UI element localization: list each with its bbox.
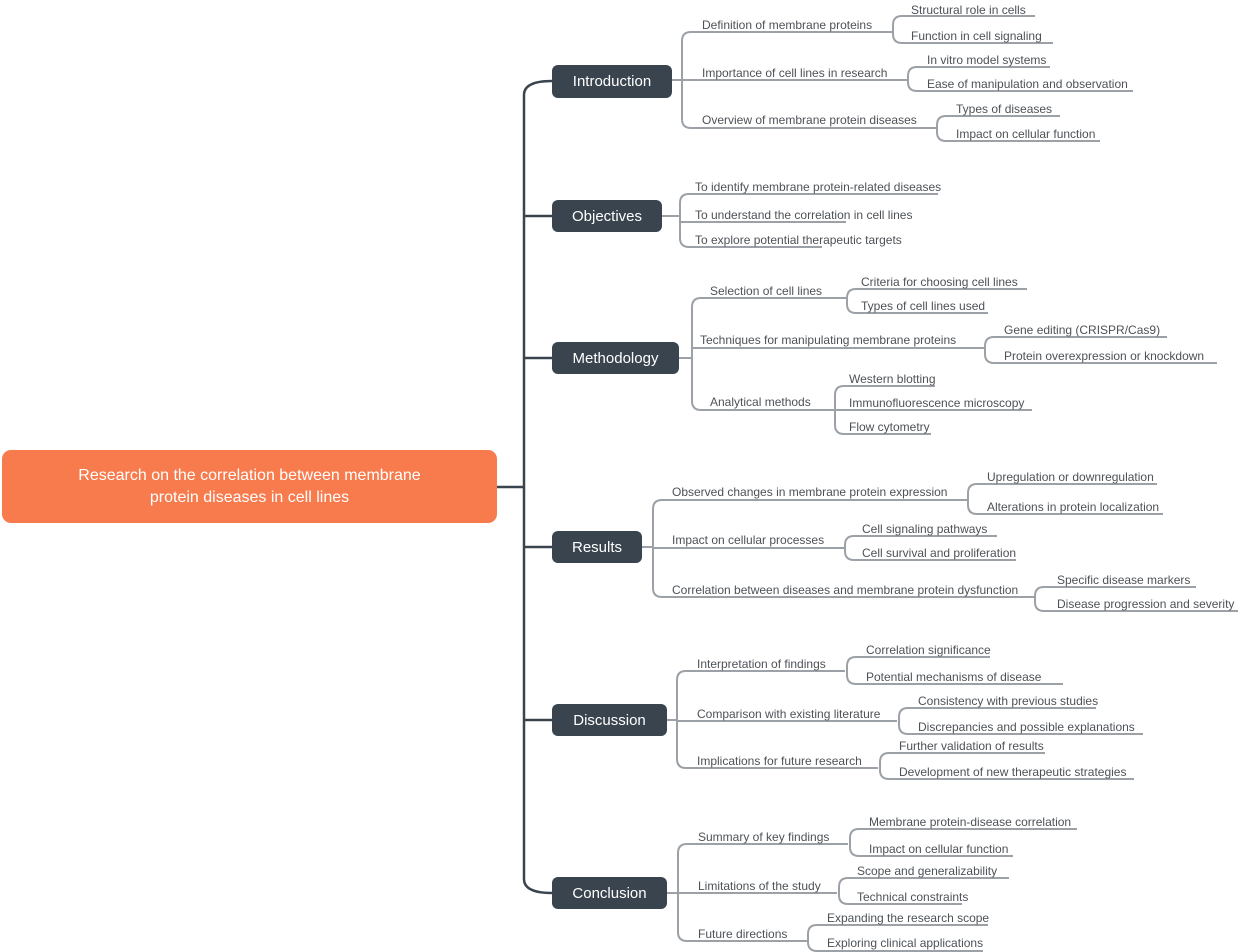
node-understand-the-correlation-in-cell-lines[interactable]: To understand the correlation in cell lines (695, 208, 913, 222)
node-membrane-protein-disease-correlation[interactable]: Membrane protein-disease correlation (869, 815, 1072, 829)
node-gene-editing-crispr-cas9[interactable]: Gene editing (CRISPR/Cas9) (1004, 323, 1161, 337)
node-exploring-clinical-applications[interactable]: Exploring clinical applications (827, 936, 984, 950)
node-identify-membrane-protein-related-diseases[interactable]: To identify membrane protein-related diseases (695, 180, 942, 194)
node-scope-and-generalizability[interactable]: Scope and generalizability (857, 864, 998, 878)
node-overview-of-membrane-protein-diseases[interactable]: Overview of membrane protein diseases (702, 113, 917, 127)
node-summary-of-key-findings[interactable]: Summary of key findings (698, 830, 830, 844)
node-observed-changes-in-membrane-protein-expression[interactable]: Observed changes in membrane protein expression (672, 485, 948, 499)
node-potential-mechanisms-of-disease[interactable]: Potential mechanisms of disease (866, 670, 1042, 684)
node-correlation-significance[interactable]: Correlation significance (866, 643, 991, 657)
node-in-vitro-model-systems[interactable]: In vitro model systems (927, 53, 1047, 67)
node-types-of-diseases[interactable]: Types of diseases (956, 102, 1053, 116)
node-criteria-for-choosing-cell-lines[interactable]: Criteria for choosing cell lines (861, 275, 1018, 289)
node-interpretation-of-findings[interactable]: Interpretation of findings (697, 657, 826, 671)
node-cell-signaling-pathways[interactable]: Cell signaling pathways (862, 522, 988, 536)
node-discrepancies-and-possible-explanations[interactable]: Discrepancies and possible explanations (918, 720, 1135, 734)
node-impact-on-cellular-function-intro[interactable]: Impact on cellular function (956, 127, 1096, 141)
node-impact-on-cellular-function-conclusion[interactable]: Impact on cellular function (869, 842, 1009, 856)
branch-node-objectives[interactable]: Objectives (552, 200, 662, 232)
node-expanding-the-research-scope[interactable]: Expanding the research scope (827, 911, 990, 925)
node-future-directions[interactable]: Future directions (698, 927, 788, 941)
node-explore-potential-therapeutic-targets[interactable]: To explore potential therapeutic targets (695, 233, 902, 247)
branch-node-results[interactable]: Results (552, 531, 642, 563)
node-cell-survival-and-proliferation[interactable]: Cell survival and proliferation (862, 546, 1017, 560)
node-techniques-for-manipulating-membrane-proteins[interactable]: Techniques for manipulating membrane proteins (700, 333, 957, 347)
branch-node-conclusion[interactable]: Conclusion (552, 877, 667, 909)
node-protein-overexpression-or-knockdown[interactable]: Protein overexpression or knockdown (1004, 349, 1205, 363)
node-development-of-new-therapeutic-strategies[interactable]: Development of new therapeutic strategies (899, 765, 1127, 779)
node-structural-role-in-cells[interactable]: Structural role in cells (911, 3, 1026, 17)
root-label: Research on the correlation between membrane protein diseases in cell lines (78, 466, 421, 506)
node-correlation-diseases-membrane-protein-dysfunction[interactable]: Correlation between diseases and membrane protein dysfunction (672, 583, 1019, 597)
node-definition-of-membrane-proteins[interactable]: Definition of membrane proteins (702, 18, 873, 32)
node-types-of-cell-lines-used[interactable]: Types of cell lines used (861, 299, 986, 313)
node-comparison-with-existing-literature[interactable]: Comparison with existing literature (697, 707, 881, 721)
node-implications-for-future-research[interactable]: Implications for future research (697, 754, 862, 768)
branch-node-methodology[interactable]: Methodology (552, 342, 679, 374)
node-upregulation-or-downregulation[interactable]: Upregulation or downregulation (987, 470, 1154, 484)
node-function-in-cell-signaling[interactable]: Function in cell signaling (911, 29, 1042, 43)
branch-node-introduction[interactable]: Introduction (552, 65, 672, 98)
node-further-validation-of-results[interactable]: Further validation of results (899, 739, 1044, 753)
node-importance-of-cell-lines-in-research[interactable]: Importance of cell lines in research (702, 66, 888, 80)
trunk-connector-line (497, 81, 552, 893)
node-ease-of-manipulation-and-observation[interactable]: Ease of manipulation and observation (927, 77, 1128, 91)
node-specific-disease-markers[interactable]: Specific disease markers (1057, 573, 1191, 587)
node-technical-constraints[interactable]: Technical constraints (857, 890, 969, 904)
node-analytical-methods[interactable]: Analytical methods (710, 395, 811, 409)
node-disease-progression-and-severity[interactable]: Disease progression and severity (1057, 597, 1235, 611)
root-node[interactable] (2, 450, 497, 523)
node-immunofluorescence-microscopy[interactable]: Immunofluorescence microscopy (849, 396, 1025, 410)
node-consistency-with-previous-studies[interactable]: Consistency with previous studies (918, 694, 1099, 708)
node-impact-on-cellular-processes[interactable]: Impact on cellular processes (672, 533, 825, 547)
node-flow-cytometry[interactable]: Flow cytometry (849, 420, 930, 434)
node-limitations-of-the-study[interactable]: Limitations of the study (698, 879, 821, 893)
node-selection-of-cell-lines[interactable]: Selection of cell lines (710, 284, 823, 298)
branch-node-discussion[interactable]: Discussion (552, 704, 667, 736)
node-western-blotting[interactable]: Western blotting (849, 372, 936, 386)
node-alterations-in-protein-localization[interactable]: Alterations in protein localization (987, 500, 1160, 514)
